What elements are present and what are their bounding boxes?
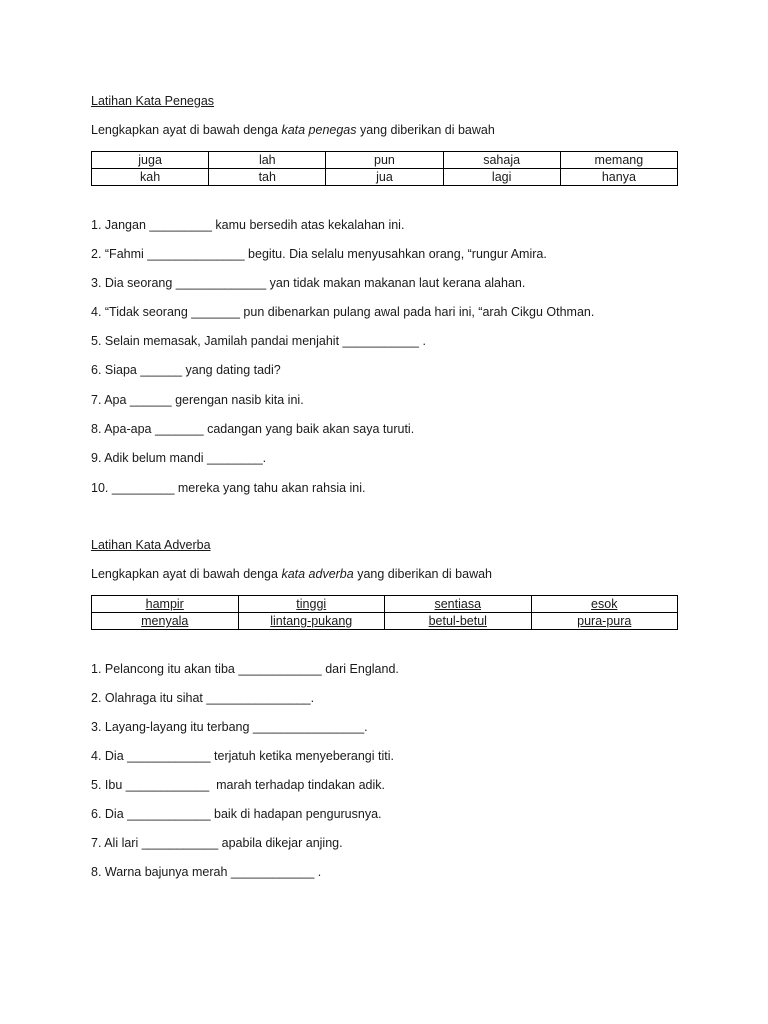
table-cell <box>238 596 385 613</box>
penegas-question-8: 8. Apa-apa _______ cadangan yang baik akan saya turuti. <box>91 422 415 436</box>
table-row <box>92 613 678 630</box>
penegas-section-title: Latihan Kata Penegas <box>91 94 215 108</box>
adverba-question-7: 7. Ali lari ___________ apabila dikejar anjing. <box>91 836 343 850</box>
table-cell-text: esok <box>591 597 618 611</box>
penegas-question-9: 9. Adik belum mandi ________. <box>91 451 267 465</box>
penegas-instruction-tail: yang diberikan di bawah <box>356 123 495 137</box>
table-cell: hanya <box>560 169 677 186</box>
table-cell <box>531 613 678 630</box>
penegas-instruction-term: kata penegas <box>281 123 357 137</box>
penegas-instruction <box>91 123 495 137</box>
table-cell-text: pura-pura <box>577 614 632 628</box>
adverba-instruction-tail: yang diberikan di bawah <box>353 567 493 581</box>
table-cell <box>92 613 239 630</box>
table-cell: juga <box>92 152 209 169</box>
penegas-instruction-text: Lengkapkan ayat di bawah denga <box>91 123 282 137</box>
table-cell-text: lintang-pukang <box>270 614 353 628</box>
table-cell: kah <box>92 169 209 186</box>
penegas-question-4: 4. “Tidak seorang _______ pun dibenarkan pulang awal pada hari ini, “arah Cikgu Othman. <box>91 305 595 319</box>
penegas-question-10: 10. _________ mereka yang tahu akan rahsia ini. <box>91 481 366 495</box>
table-cell: lagi <box>443 169 560 186</box>
table-cell <box>531 596 678 613</box>
adverba-question-2: 2. Olahraga itu sihat _______________. <box>91 691 315 705</box>
table-cell: sahaja <box>443 152 560 169</box>
table-cell: pun <box>326 152 443 169</box>
adverba-question-4: 4. Dia ____________ terjatuh ketika menyeberangi titi. <box>91 749 394 763</box>
adverba-question-8: 8. Warna bajunya merah ____________ . <box>91 865 322 879</box>
adverba-question-3: 3. Layang-layang itu terbang ________________. <box>91 720 368 734</box>
penegas-question-2: 2. “Fahmi ______________ begitu. Dia selalu menyusahkan orang, “rungur Amira. <box>91 247 547 261</box>
table-cell <box>385 613 532 630</box>
adverba-question-1: 1. Pelancong itu akan tiba ____________ dari England. <box>91 662 399 676</box>
table-row <box>92 169 678 186</box>
table-cell: tah <box>209 169 326 186</box>
penegas-word-table <box>91 151 678 186</box>
table-cell <box>92 596 239 613</box>
adverba-instruction <box>91 567 492 581</box>
penegas-question-1: 1. Jangan _________ kamu bersedih atas kekalahan ini. <box>91 218 405 232</box>
table-cell-text: tinggi <box>296 597 327 611</box>
adverba-question-5: 5. Ibu ____________ marah terhadap tindakan adik. <box>91 778 385 792</box>
table-row <box>92 596 678 613</box>
adverba-word-table <box>91 595 678 630</box>
table-cell: jua <box>326 169 443 186</box>
table-cell: memang <box>560 152 677 169</box>
table-row <box>92 152 678 169</box>
table-cell: lah <box>209 152 326 169</box>
penegas-question-6: 6. Siapa ______ yang dating tadi? <box>91 363 281 377</box>
penegas-question-5: 5. Selain memasak, Jamilah pandai menjahit ___________ . <box>91 334 426 348</box>
adverba-question-6: 6. Dia ____________ baik di hadapan pengurusnya. <box>91 807 382 821</box>
table-cell <box>385 596 532 613</box>
adverba-section-title: Latihan Kata Adverba <box>91 538 211 552</box>
table-cell-text: menyala <box>141 614 189 628</box>
table-cell-text: sentiasa <box>434 597 482 611</box>
penegas-question-3: 3. Dia seorang _____________ yan tidak makan makanan laut kerana alahan. <box>91 276 526 290</box>
penegas-question-7: 7. Apa ______ gerengan nasib kita ini. <box>91 393 304 407</box>
table-cell <box>238 613 385 630</box>
table-cell-text: hampir <box>145 597 184 611</box>
adverba-instruction-term: kata adverba <box>281 567 354 581</box>
table-cell-text: betul-betul <box>428 614 487 628</box>
adverba-instruction-text: Lengkapkan ayat di bawah denga <box>91 567 282 581</box>
